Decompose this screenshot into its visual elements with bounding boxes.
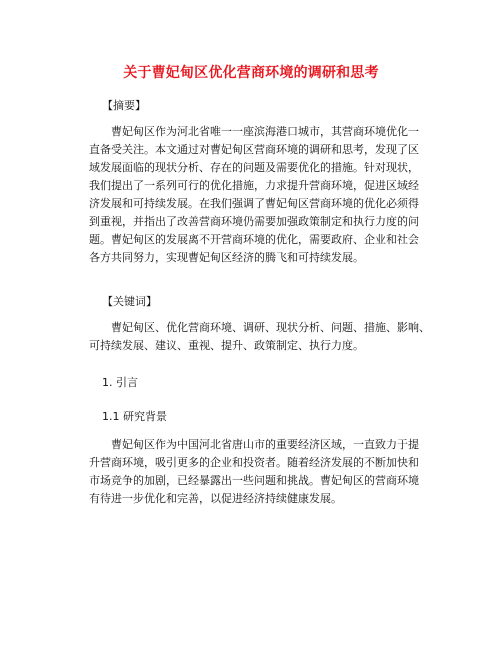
abstract-line: 题。曹妃甸区的发展离不开营商环境的优化，需要政府、企业和社会 [89,233,419,246]
background-line: 升营商环境，吸引更多的企业和投资者。随着经济发展的不断加快和 [89,456,419,469]
keywords-line: 曹妃甸区、优化营商环境、调研、现状分析、问题、措施、影响、 [111,321,430,334]
section-heading-introduction: 1. 引言 [102,376,138,389]
abstract-line: 我们提出了一系列可行的优化措施，力求提升营商环境，促进区域经 [89,179,419,192]
subsection-heading-background: 1.1 研究背景 [102,410,167,423]
abstract-line: 直备受关注。本文通过对曹妃甸区营商环境的调研和思考，发现了区 [89,143,419,156]
abstract-line: 到重视，并指出了改善营商环境仍需要加强政策制定和执行力度的问 [89,215,419,228]
abstract-line: 曹妃甸区作为河北省唯一一座滨海港口城市，其营商环境优化一 [111,125,419,138]
abstract-paragraph [89,123,419,267]
background-line: 有待进一步优化和完善，以促进经济持续健康发展。 [89,492,342,505]
keywords-line: 可持续发展、建议、重视、提升、政策制定、执行力度。 [89,339,364,352]
background-line: 市场竞争的加剧，已经暴露出一些问题和挑战。曹妃甸区的营商环境 [89,474,419,487]
abstract-line: 济发展和可持续发展。在我们强调了曹妃甸区营商环境的优化必须得 [89,197,419,210]
abstract-line: 各方共同努力，实现曹妃甸区经济的腾飞和可持续发展。 [89,251,364,264]
abstract-line: 域发展面临的现状分析、存在的问题及需要优化的措施。针对现状， [89,161,419,174]
document-title: 关于曹妃甸区优化营商环境的调研和思考 [123,65,379,81]
background-paragraph [89,436,419,508]
background-line: 曹妃甸区作为中国河北省唐山市的重要经济区域，一直致力于提 [111,438,419,451]
keywords-heading: 【关键词】 [102,295,157,308]
keywords-paragraph [89,319,430,355]
abstract-heading: 【摘要】 [102,99,146,112]
